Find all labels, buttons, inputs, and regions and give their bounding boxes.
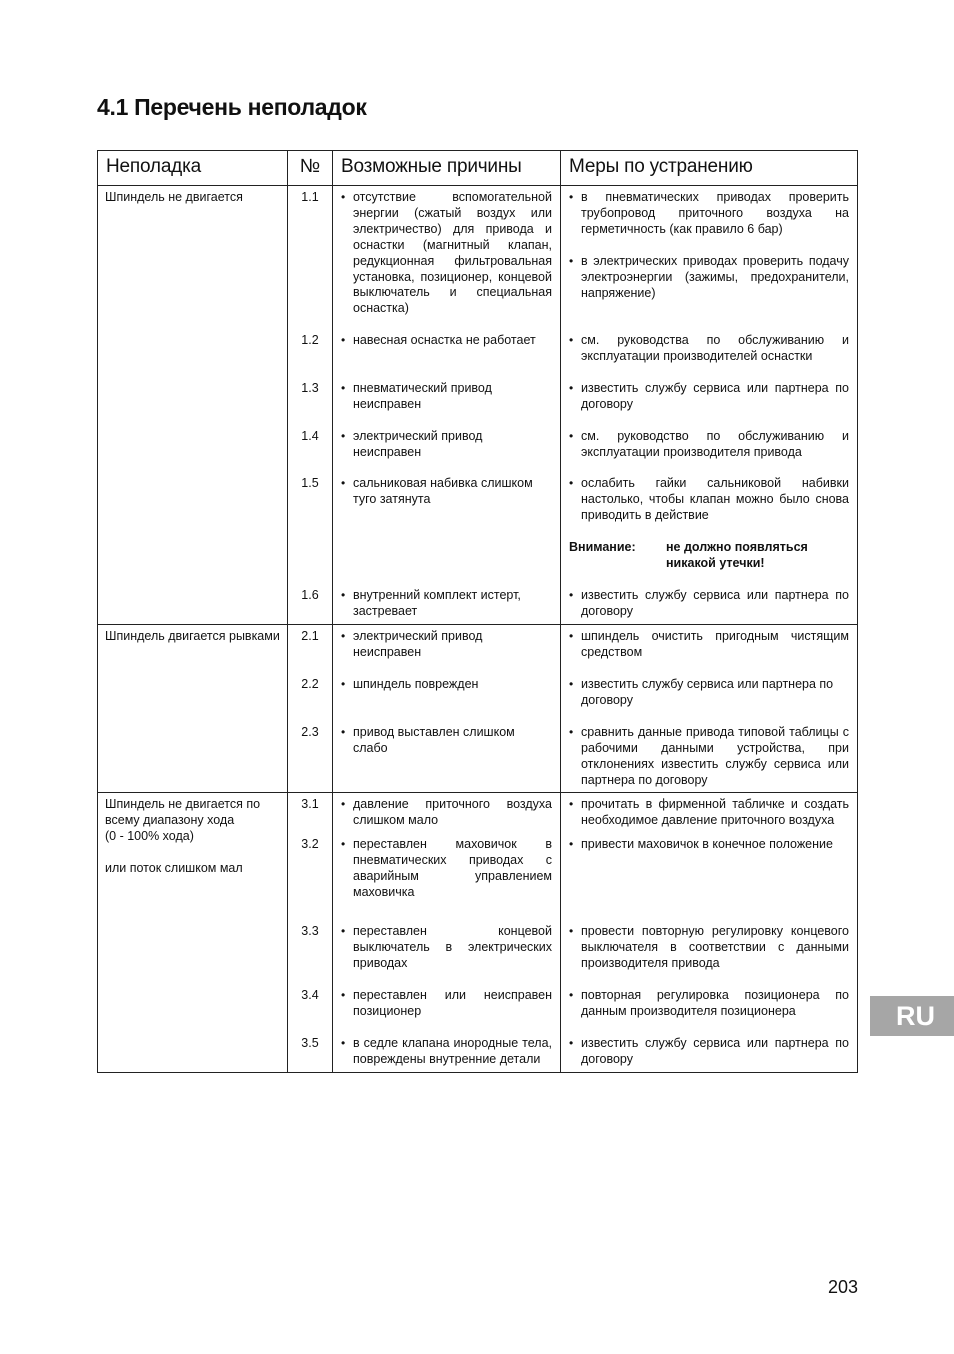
item-number: 2.2 bbox=[301, 676, 319, 691]
cause-item: • переставлен концевой выключатель в электрических приводах bbox=[341, 924, 552, 971]
cause-item: • переставлен или неисправен позиционер bbox=[341, 988, 552, 1019]
item-number: 2.3 bbox=[301, 724, 319, 739]
item-number: 1.6 bbox=[301, 588, 319, 602]
fault-cell bbox=[98, 793, 288, 1073]
remedies-cell bbox=[561, 186, 858, 625]
remedy-item: • известить службу сервиса или партнера по договору bbox=[569, 381, 849, 411]
number-cell bbox=[288, 624, 333, 793]
remedy-item: • см. руководства по обслуживанию и эксплуатации производителей оснастки bbox=[569, 333, 849, 363]
causes-cell bbox=[333, 793, 561, 1073]
remedy-item: • шпиндель очистить пригодным чистящим средством bbox=[569, 628, 849, 659]
number-cell bbox=[288, 793, 333, 1073]
remedy-item: • повторная регулировка позиционера по данным производителя позиционера bbox=[569, 988, 849, 1019]
remedy-item: • известить службу сервиса или партнера по договору bbox=[569, 1036, 849, 1067]
item-number: 3.1 bbox=[301, 797, 319, 812]
item-number: 3.4 bbox=[301, 988, 319, 1003]
table-row bbox=[98, 186, 858, 625]
remedy-item: • привести маховичок в конечное положение bbox=[569, 837, 833, 852]
number-cell bbox=[288, 186, 333, 625]
remedy-item: • провести повторную регулировку концевого выключателя в соответствии с данными производителя привода bbox=[569, 924, 849, 971]
header-fault: Неполадка bbox=[98, 151, 288, 186]
causes-cell bbox=[333, 624, 561, 793]
header-number: № bbox=[288, 151, 333, 186]
language-tab: RU bbox=[870, 996, 954, 1036]
cause-item: • электрический привод неисправен bbox=[341, 628, 483, 659]
item-number: 1.1 bbox=[301, 190, 319, 204]
item-number: 3.5 bbox=[301, 1036, 319, 1051]
table-row bbox=[98, 793, 858, 1073]
header-remedies: Меры по устранению bbox=[561, 151, 858, 186]
item-number: 1.2 bbox=[301, 333, 319, 347]
remedy-item: • ослабить гайки сальниковой набивки настолько, чтобы клапан можно было снова приводить в действие bbox=[569, 476, 849, 522]
item-number: 2.1 bbox=[301, 628, 319, 643]
cause-item: • давление приточного воздуха слишком мало bbox=[341, 797, 552, 828]
page-number: 203 bbox=[828, 1277, 859, 1297]
cause-item: • переставлен маховичок в пневматических приводах с аварийным управлением маховичка bbox=[341, 837, 552, 900]
cause-item: • электрический привод неисправен bbox=[341, 429, 483, 459]
cause-item: • привод выставлен слишком слабо bbox=[341, 724, 515, 755]
fault-text: Шпиндель двигается рывками bbox=[105, 628, 280, 643]
item-number: 3.2 bbox=[301, 837, 319, 852]
cause-item: • отсутствие вспомогательной энергии (сжатый воздух или электричество) для привода и оснастки (магнитный клапан, редукционная фильтровальная установка, позиционер, концевой выключатель и специальная оснастка) bbox=[341, 190, 552, 316]
fault-text: (0 - 100% хода) bbox=[105, 829, 194, 844]
page-title: 4.1 Перечень неполадок bbox=[97, 94, 367, 120]
item-number: 3.3 bbox=[301, 924, 319, 939]
remedy-item: • см. руководство по обслуживанию и эксплуатации производителя привода bbox=[569, 429, 849, 459]
causes-cell bbox=[333, 186, 561, 625]
remedy-item: • в пневматических приводах проверить трубопровод приточного воздуха на герметичность (как правило 6 бар) bbox=[569, 190, 849, 236]
cause-item: • внутренний комплект истерт, застревает bbox=[341, 588, 521, 618]
warning-note bbox=[561, 540, 857, 572]
remedy-item: • прочитать в фирменной табличке и создать необходимое давление приточного воздуха bbox=[569, 797, 849, 828]
remedy-item: • известить службу сервиса или партнера по договору bbox=[569, 588, 849, 618]
item-number: 1.3 bbox=[301, 381, 319, 395]
cause-item: • пневматический привод неисправен bbox=[341, 381, 492, 411]
troubleshooting-table bbox=[97, 150, 858, 1073]
fault-text: Шпиндель не двигается bbox=[105, 190, 243, 204]
table-row bbox=[98, 624, 858, 793]
remedies-cell bbox=[561, 793, 858, 1073]
fault-text: Шпиндель не двигается по всему диапазону хода bbox=[105, 797, 261, 828]
cause-item: • шпиндель поврежден bbox=[341, 676, 479, 691]
item-number: 1.5 bbox=[301, 476, 319, 490]
remedy-item: • известить службу сервиса или партнера по договору bbox=[569, 676, 834, 707]
warning-label: Внимание: bbox=[569, 539, 636, 554]
fault-cell bbox=[98, 624, 288, 793]
table-header-row bbox=[98, 151, 858, 186]
remedy-item: • сравнить данные привода типовой таблицы с рабочими данными устройства, при отклонениях известить службу сервиса или партнера по договору bbox=[569, 724, 849, 787]
remedy-item: • в электрических приводах проверить подачу электроэнергии (зажимы, предохранители, напряжение) bbox=[569, 253, 849, 300]
remedies-cell bbox=[561, 624, 858, 793]
fault-cell bbox=[98, 186, 288, 625]
cause-item: • в седле клапана инородные тела, повреждены внутренние детали bbox=[341, 1036, 552, 1067]
warning-text: не должно появляться никакой утечки! bbox=[666, 539, 808, 570]
fault-text: или поток слишком мал bbox=[105, 861, 243, 876]
header-causes: Возможные причины bbox=[333, 151, 561, 186]
cause-item: • сальниковая набивка слишком туго затянута bbox=[341, 476, 533, 506]
item-number: 1.4 bbox=[301, 429, 319, 443]
cause-item: • навесная оснастка не работает bbox=[341, 333, 536, 347]
